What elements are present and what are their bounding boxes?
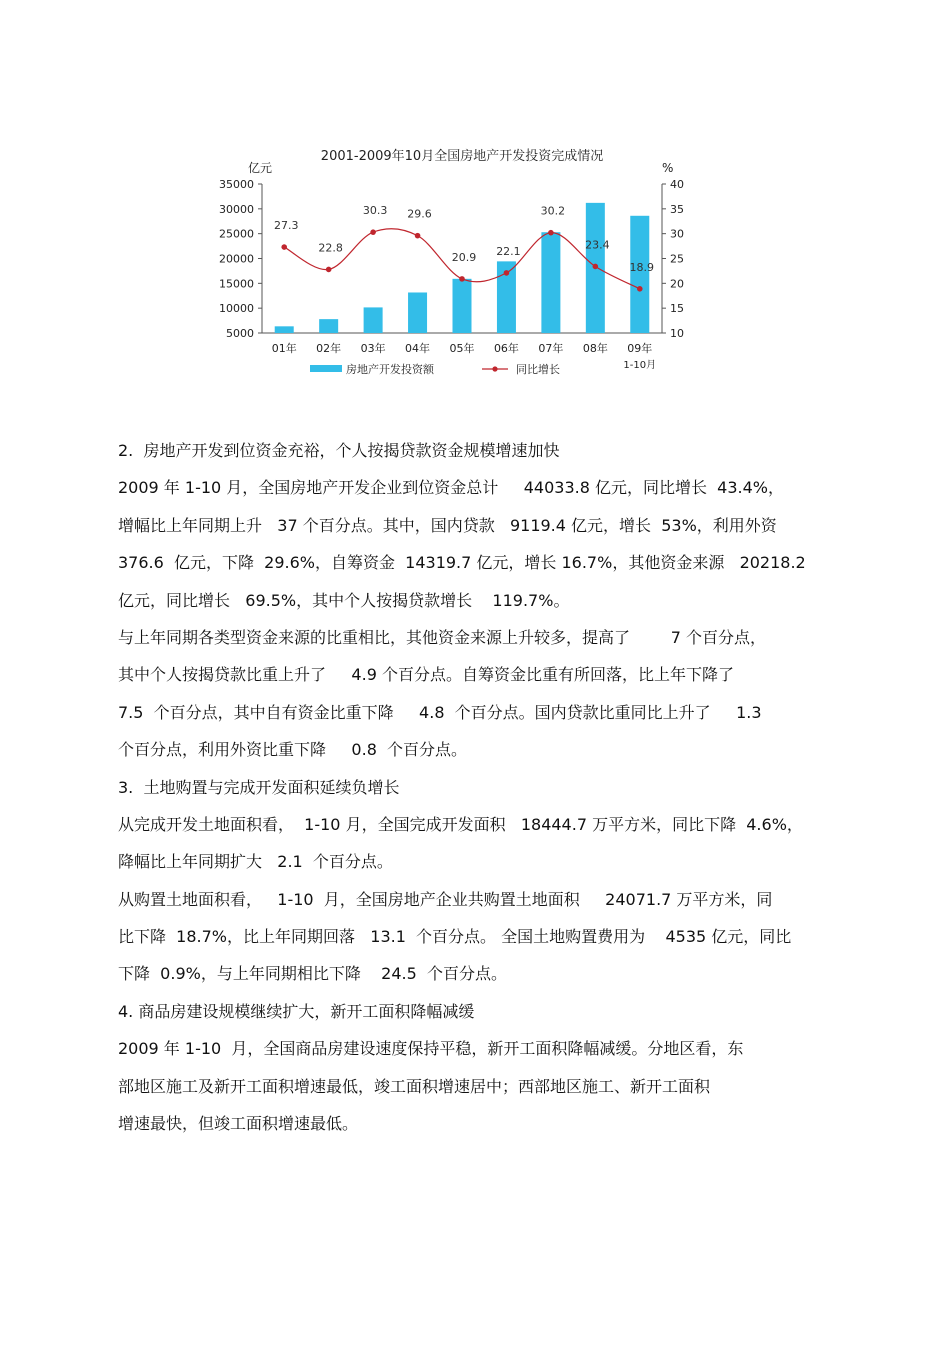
bar-investment <box>319 319 338 333</box>
paragraph-line: 亿元，同比增长 69.5%，其中个人按揭贷款增长 119.7%。 <box>118 590 570 610</box>
growth-data-label: 29.6 <box>407 207 432 221</box>
y-tick-label-left: 30000 <box>219 202 254 216</box>
x-tick-label: 04年 <box>405 342 431 355</box>
growth-data-label: 22.1 <box>496 244 521 258</box>
legend-swatch-investment <box>310 365 342 372</box>
growth-point <box>281 244 287 250</box>
x-tick-sublabel: 1-10月 <box>623 360 657 371</box>
y-tick-label-right: 20 <box>670 277 684 291</box>
growth-point <box>637 286 643 292</box>
paragraph-line: 2009 年 1-10 月，全国房地产开发企业到位资金总计 44033.8 亿元，同比增长 43.4%， <box>118 478 784 498</box>
growth-data-label: 30.2 <box>540 204 566 218</box>
y-tick-label-left: 20000 <box>219 252 254 266</box>
x-tick-label: 08年 <box>582 342 608 355</box>
paragraph-line: 部地区施工及新开工面积增速最低，竣工面积增速居中；西部地区施工、新开工面积 <box>118 1076 711 1096</box>
growth-data-label: 23.4 <box>585 238 610 252</box>
x-tick-label: 01年 <box>271 342 297 355</box>
paragraph-line: 比下降 18.7%，比上年同期回落 13.1 个百分点。 全国土地购置费用为 4535 亿元，同比 <box>118 927 792 947</box>
bar-investment <box>408 292 427 333</box>
growth-point <box>459 276 465 282</box>
y-tick-label-left: 10000 <box>219 302 254 316</box>
y-tick-label-right: 30 <box>670 227 684 241</box>
x-tick-label: 06年 <box>493 342 519 355</box>
x-tick-label: 03年 <box>360 342 386 355</box>
y-tick-label-right: 25 <box>670 252 684 266</box>
bar-investment <box>541 232 560 333</box>
growth-point <box>326 267 332 273</box>
paragraph-line: 其中个人按揭贷款比重上升了 4.9 个百分点。自筹资金比重有所回落，比上年下降了 <box>118 665 734 685</box>
y-tick-label-right: 40 <box>670 178 684 191</box>
x-tick-label: 05年 <box>449 342 475 355</box>
paragraph-line: 增幅比上年同期上升 37 个百分点。其中，国内贷款 9119.4 亿元，增长 53%，利用外资 <box>118 515 777 535</box>
y-tick-label-right: 35 <box>670 202 684 216</box>
y-tick-label-left: 35000 <box>219 178 254 191</box>
bar-investment <box>275 326 294 333</box>
legend-label-growth: 同比增长 <box>516 363 560 376</box>
bar-investment <box>453 279 472 333</box>
paragraph-line: 7.5 个百分点，其中自有资金比重下降 4.8 个百分点。国内贷款比重同比上升了 1.3 <box>118 702 762 722</box>
growth-data-label: 22.8 <box>318 241 343 255</box>
paragraph-line: 2. 房地产开发到位资金充裕，个人按揭贷款资金规模增速加快 <box>118 441 560 460</box>
paragraph-line: 增速最快，但竣工面积增速最低。 <box>118 1114 359 1134</box>
y-tick-label-left: 15000 <box>219 277 254 291</box>
paragraph-line: 3. 土地购置与完成开发面积延续负增长 <box>118 777 400 797</box>
bar-investment <box>630 216 649 333</box>
x-tick-label: 07年 <box>538 342 564 355</box>
growth-point <box>548 230 554 236</box>
growth-data-label: 18.9 <box>629 260 655 274</box>
growth-point <box>593 264 599 270</box>
y-tick-label-left: 5000 <box>226 327 254 340</box>
growth-data-label: 20.9 <box>451 250 477 264</box>
legend-swatch-growth-marker <box>492 366 497 371</box>
growth-data-label: 27.3 <box>273 219 299 233</box>
y-axis-right-label: % <box>662 161 674 175</box>
y-tick-label-right: 10 <box>670 327 684 340</box>
paragraph-line: 下降 0.9%，与上年同期相比下降 24.5 个百分点。 <box>118 964 507 984</box>
investment-chart <box>200 140 684 390</box>
paragraph-line: 降幅比上年同期扩大 2.1 个百分点。 <box>118 852 393 872</box>
growth-point <box>415 233 421 239</box>
paragraph-line: 2009 年 1-10 月，全国商品房建设速度保持平稳，新开工面积降幅减缓。分地区看，东 <box>118 1039 744 1059</box>
paragraph-line: 个百分点，利用外资比重下降 0.8 个百分点。 <box>118 740 468 760</box>
paragraph-line: 4. 商品房建设规模继续扩大，新开工面积降幅减缓 <box>118 1001 475 1021</box>
growth-point <box>504 270 510 276</box>
chart-title: 2001-2009年10月全国房地产开发投资完成情况 <box>320 149 604 164</box>
paragraph-line: 从购置土地面积看， 1-10 月，全国房地产企业共购置土地面积 24071.7 万平方米，同 <box>118 889 773 909</box>
y-axis-left-label: 亿元 <box>248 161 273 175</box>
x-tick-label: 09年 <box>627 342 653 355</box>
paragraph-line: 376.6 亿元，下降 29.6%，自筹资金 14319.7 亿元，增长 16.7%，其他资金来源 20218.2 <box>118 553 806 573</box>
x-tick-label: 02年 <box>316 342 342 355</box>
y-tick-label-left: 25000 <box>219 227 254 241</box>
paragraph-line: 与上年同期各类型资金来源的比重相比，其他资金来源上升较多，提高了 7 个百分点， <box>118 627 766 647</box>
article-body <box>118 432 838 1142</box>
legend-label-investment: 房地产开发投资额 <box>346 363 434 376</box>
y-tick-label-right: 15 <box>670 302 684 316</box>
paragraph-line: 从完成开发土地面积看， 1-10 月，全国完成开发面积 18444.7 万平方米，同比下降 4.6%， <box>118 814 803 834</box>
growth-point <box>370 229 376 235</box>
growth-data-label: 30.3 <box>362 204 388 218</box>
bar-investment <box>364 307 383 333</box>
